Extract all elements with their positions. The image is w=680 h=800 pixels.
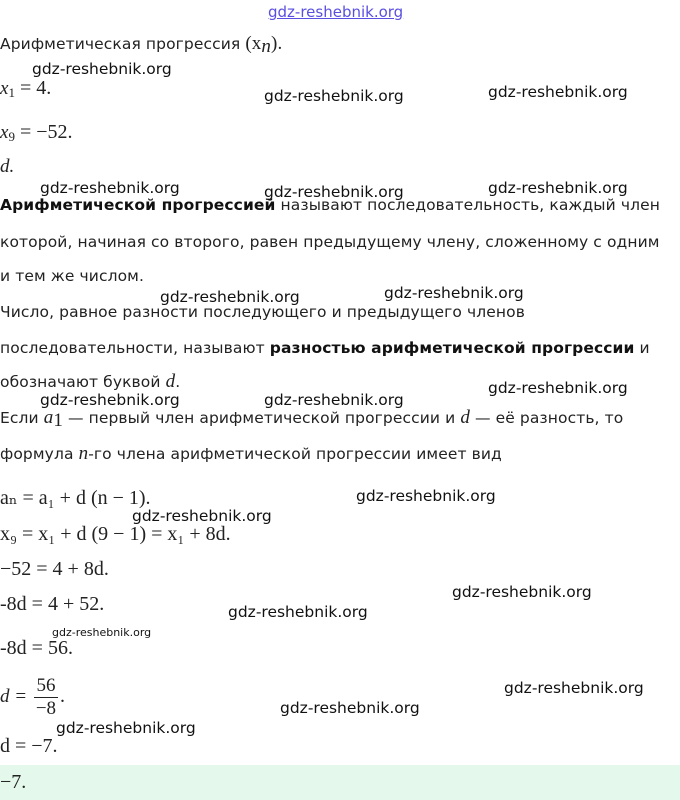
progression-symbol: $(x_n)$. [245, 33, 283, 57]
solution-step-2: x₉ = x₁ + d (9 − 1) = x₁ + 8d. [0, 523, 231, 545]
difference-line-1: Число, равное разности последующего и предыдущего членов [0, 303, 525, 321]
watermark: gdz-reshebnik.org [488, 83, 628, 101]
formula-line-1: Если $a_1$ — первый член арифметической прогрессии и d — её разность, то [0, 407, 624, 431]
solution-step-4: -8d = 4 + 52. [0, 593, 105, 615]
definition-term: Арифметической прогрессией [0, 196, 276, 214]
definition-line-2: которой, начиная со второго, равен предыдущему члену, сложенному с одним [0, 233, 660, 251]
watermark: gdz-reshebnik.org [264, 183, 404, 201]
solution-step-7: d = −7. [0, 735, 58, 757]
solution-step-5: -8d = 56. [0, 637, 73, 659]
watermark: gdz-reshebnik.org [40, 179, 180, 197]
fraction-denominator: −8 [35, 698, 57, 719]
answer-value: −7. [0, 771, 27, 793]
watermark: gdz-reshebnik.org [32, 60, 172, 78]
solution-step-3: −52 = 4 + 8d. [0, 558, 109, 580]
watermark: gdz-reshebnik.org [488, 379, 628, 397]
find-d: d. [0, 156, 15, 177]
watermark: gdz-reshebnik.org [228, 603, 368, 621]
difference-term: разностью арифметической прогрессии [269, 339, 635, 357]
watermark: gdz-reshebnik.org [56, 719, 196, 737]
watermark: gdz-reshebnik.org [132, 507, 272, 525]
progression-label: Арифметическая прогрессия [0, 35, 241, 53]
fraction [34, 675, 58, 720]
given-x9: $x_9 = -52$. [0, 121, 73, 144]
given-x1: $x_1 = 4$. [0, 77, 52, 100]
watermark: gdz-reshebnik.org [384, 284, 524, 302]
difference-line-2: последовательности, называют разностью арифметической прогрессии и [0, 339, 650, 357]
answer-box [0, 765, 680, 800]
watermark: gdz-reshebnik.org [488, 179, 628, 197]
formula-line-2: формула n-го члена арифметической прогрессии имеет вид [0, 443, 502, 464]
solution-step-1: aₙ = a₁ + d (n − 1). [0, 487, 151, 509]
watermark-link[interactable]: gdz-reshebnik.org [268, 3, 404, 21]
solution-step-6: d = $\frac{56}{-8}$ . [0, 675, 66, 719]
watermark: gdz-reshebnik.org [452, 583, 592, 601]
watermark: gdz-reshebnik.org [52, 626, 152, 639]
watermark: gdz-reshebnik.org [280, 699, 420, 717]
watermark: gdz-reshebnik.org [264, 87, 404, 105]
definition-line-1: Арифметической прогрессией называют последовательность, каждый член [0, 196, 660, 214]
watermark: gdz-reshebnik.org [504, 679, 644, 697]
watermark: gdz-reshebnik.org [264, 391, 404, 409]
definition-line-3: и тем же числом. [0, 267, 144, 285]
watermark: gdz-reshebnik.org [40, 391, 180, 409]
watermark: gdz-reshebnik.org [356, 487, 496, 505]
difference-line-3: обозначают буквой d. [0, 371, 181, 392]
given-progression [0, 33, 283, 57]
watermark: gdz-reshebnik.org [160, 288, 300, 306]
fraction-numerator: 56 [36, 675, 56, 696]
